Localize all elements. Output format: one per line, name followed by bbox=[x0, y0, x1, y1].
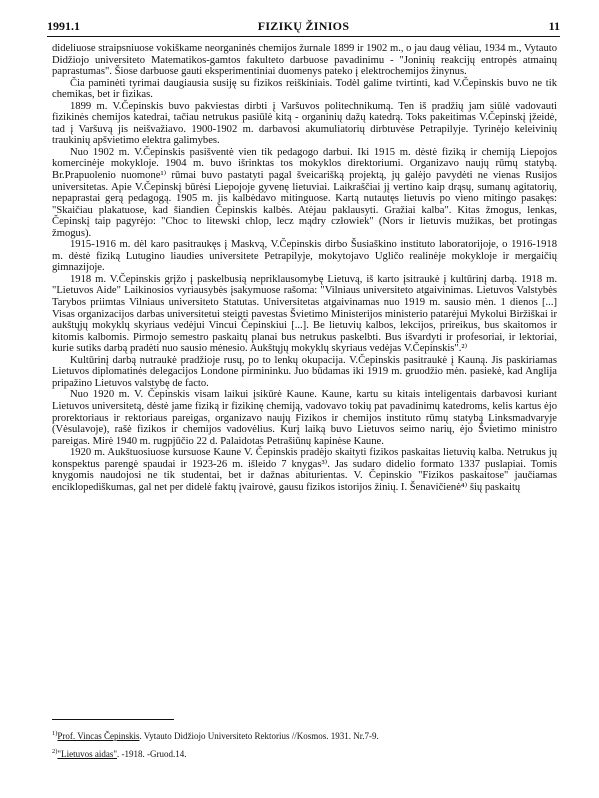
paragraph-9: 1920 m. Aukštuosiuose kursuose Kaune V. Čepinskis pradėjo skaityti fizikos paskaitas lietuvių kalba. Netrukus jų konspektus parengė spaudai ir 1923-26 m. išleido 7 knygas³⁾. Jas sudaro didelio formato 1337 puslapiai. Tomis knygomis naudojosi ne tik studentai, bet ir dažnas abiturientas. V. Čepinskio "Fizikos paskaitose" jaučiamas enciklopediškumas, gal net per didelė faktų įvairovė, gausu fizikos istorijos žinių. I. Šenavičienė⁴⁾ šių paskaitų bbox=[52, 447, 557, 493]
footnote-2 bbox=[52, 745, 557, 763]
article-body bbox=[52, 43, 557, 493]
paragraph-4: Nuo 1902 m. V.Čepinskis pasišventė vien tik pedagogo darbui. Iki 1915 m. dėstė fiziką ir chemiją Liepojos komercinėje mokykloje. 1904 m. buvo išrinktas tos mokyklos direktoriumi. Organizavo naujų rūmų statybą. Br.Prapuolenio nuomone¹⁾ rūmai buvo pastatyti pagal šveicarišką projektą, jų galėjo pavydėti ne vienas Rusijos universitetas. Apie V.Čepinskį būrėsi Liepojoje gyvenę lietuviai. Laikraščiai jį vertino kaip drąsų, sumanų agitatorių, nepaprastai gerą pedagogą. 1905 m. jis kalbėdavo mitinguose. Kartą nutautęs lietuvis po vieno mitingo pasakęs: "Skaičiau plakatuose, kad šiandien Čepinskis kalbės. Atėjau paklausyti. Gražiai kalba". Kitas žmogus, lenkas, Čepinskį taip pagyrėjo: "Choc to litewski chlop, lecz mądry człowiek" (Nors ir lietuvis mužikas, bet protingas žmogus). bbox=[52, 146, 557, 239]
paragraph-1: dideliuose straipsniuose vokiškame neorganinės chemijos žurnale 1899 ir 1902 m., o jau daug vėliau, 1934 m., Vytauto Didžiojo universiteto Matematikos-gamtos fakulteto darbuose pavadinimu - "Joninių reakcijų entropės atmainų paprastumas". Šiose darbuose gauti eksperimentiniai duomenys pateko į elektrochemijos žinynus. bbox=[52, 43, 557, 78]
paragraph-3: 1899 m. V.Čepinskis buvo pakviestas dirbti į Varšuvos politechnikumą. Ten iš pradžių jam siūlė vadovauti fizikinės chemijos katedrai, tačiau netrukus pasiūlė kitą - organinių dažų katedrą. Toks pakeitimas V.Čepinskį įžeidė, tad į Varšuvą jis neišvažiavo. 1900-1902 m. darbavosi akumuliatorių dirbtuvėse Petrapilyje. Tyrinėjo keleivinių traukinių apšvietimo elektra galimybes. bbox=[52, 100, 557, 147]
page-number: 11 bbox=[548, 19, 560, 33]
paragraph-6: 1918 m. V.Čepinskis grįžo į paskelbusią nepriklausomybę Lietuvą, iš karto įsitraukė į kultūrinį darbą. 1918 m. "Lietuvos Aide" Laikinosios vyriausybės įsakymuose rašoma: "Vilniaus universiteto atgaivinimas. Lietuvos Valstybės Tarybos priimtas Vilniaus universiteto Statutas. Universitetas atgaivinamas nuo 1919 m. sausio mėn. 1 dienos [...] Visas organizacijos darbas universitetui steigti pavestas Švietimo Ministerijos ministerio patarėjui Mykolui Biržiškai ir aukštųjų mokyklų skyriaus vedėjui Vincui Čepinskiui [...]. Be lietuvių kalbos, lekcijos, prireikus, bus skaitomos ir kitomis kalbomis. Pirmojo semestro paskaitų planai bus netrukus paskelbti. Bus išvardyti ir profesoriai, ir lektoriai, kurie sutiks darbą pradėti nuo sausio mėnesio. Aukštųjų mokyklų skyriaus vedėjas V.Čepinskis".²⁾ bbox=[52, 273, 557, 355]
header-rule bbox=[47, 36, 560, 37]
footnote-source-title: "Lietuvos aidas" bbox=[57, 749, 118, 759]
paragraph-8: Nuo 1920 m. V. Čepinskis visam laikui įsikūrė Kaune. Kaune, kartu su kitais inteligentais darbavosi kuriant Lietuvos universitetą, dėstė jame fiziką ir fizikinę chemiją, vadovavo tokių pat pavadinimų katedroms, kelis kartus ėjo prorektoriaus ir rektoriaus pareigas, organizavo naujų Fizikos ir chemijos instituto rūmų statybą Linksmadvaryje (Vėsulavoje), rašė fizikos ir chemijos vadovėlius. Kurį laiką buvo Lietuvos seimo narių, ėjo Švietimo ministro pareigas. Mirė 1940 m. rugpjūčio 22 d. Palaidotas Petrašiūnų kapinėse Kaune. bbox=[52, 389, 557, 447]
paragraph-7: Kultūrinį darbą nutraukė pradžioje rusų, po to lenkų okupacija. V.Čepinskis pasitraukė į Kauną. Jis paskiriamas Lietuvos diplomatinės delegacijos Londone pirmininku. Juo būdamas iki 1919 m. gruodžio mėn. pasiekė, kad Anglija pripažino Lietuvos valstybę de facto. bbox=[52, 354, 557, 389]
issue-year: 1991.1 bbox=[47, 19, 80, 33]
footnote-1 bbox=[52, 727, 557, 745]
footnotes bbox=[52, 727, 557, 763]
footnote-mark: 1) bbox=[52, 730, 58, 737]
footnote-source-detail: . Vytauto Didžiojo Universiteto Rektorius //Kosmos. 1931. Nr.7-9. bbox=[139, 731, 379, 741]
journal-title: FIZIKŲ ŽINIOS bbox=[257, 19, 350, 33]
footnote-source-title: Prof. Vincas Čepinskis bbox=[57, 731, 140, 741]
footnote-mark: 2) bbox=[52, 748, 58, 755]
running-header bbox=[47, 19, 560, 35]
footnote-source-detail: . -1918. -Gruod.14. bbox=[117, 749, 187, 759]
paragraph-2: Čia paminėti tyrimai daugiausia susiję su fizikos reiškiniais. Todėl galime tvirtinti, kad V.Čepinskis buvo ne tik chemikas, bet ir fizikas. bbox=[52, 77, 557, 101]
footnote-rule bbox=[52, 719, 174, 720]
paragraph-5: 1915-1916 m. dėl karo pasitraukęs į Maskvą, V.Čepinskis dirbo Šusiaškino instituto laboratorijoje, o 1916-1918 m. dėstė fiziką Lutugino liaudies universitete Petrapilyje, mokytojavo Ugličo realinėje mokykloje ir mergaičių gimnazijoje. bbox=[52, 239, 557, 274]
